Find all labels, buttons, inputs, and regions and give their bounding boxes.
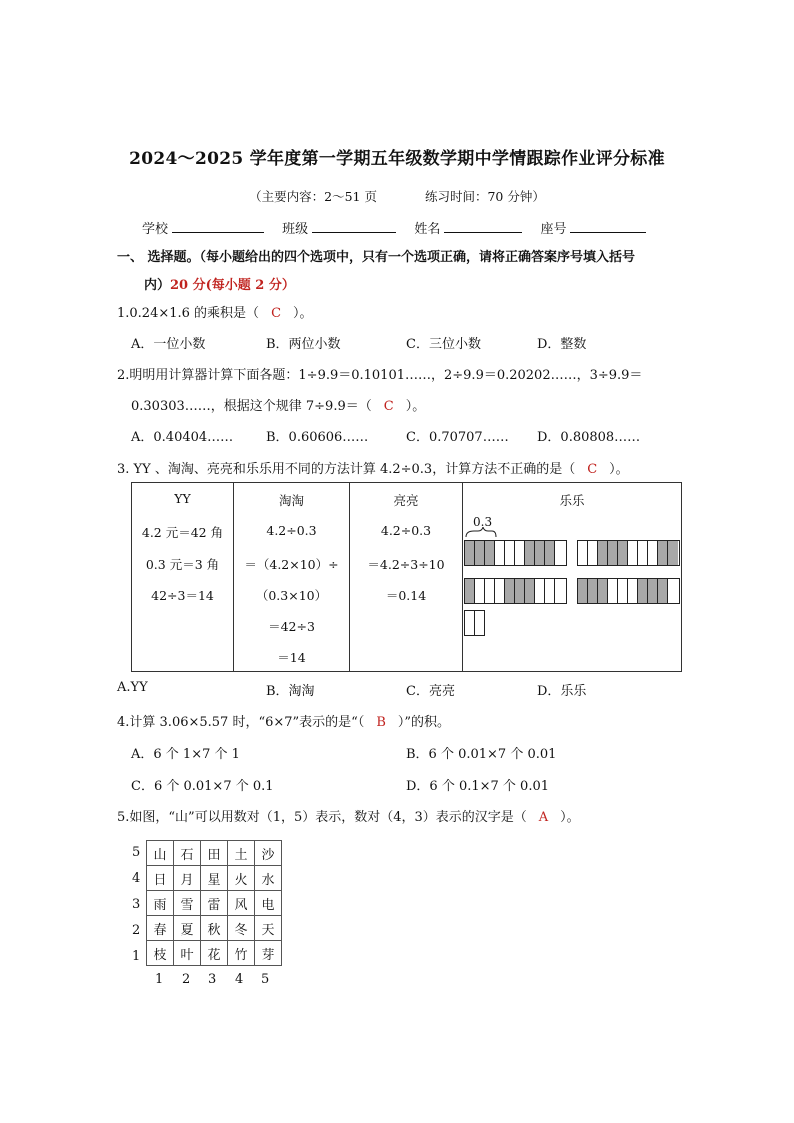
student-info-fields <box>142 218 660 237</box>
answer-4: B <box>376 715 386 730</box>
method-lele: 乐乐 0.3 <box>463 483 681 671</box>
grid-cell: 雨 <box>147 891 174 916</box>
row-label: 4 <box>132 871 141 886</box>
q1-option-c: C．三位小数 <box>406 337 481 352</box>
method-yy: YY 4.2 元＝42 角 0.3 元＝3 角 42÷3＝14 <box>132 483 234 671</box>
col-label: 5 <box>261 972 270 987</box>
q2-option-a: A．0.40404…… <box>131 430 234 445</box>
grid-cell: 电 <box>255 891 282 916</box>
grid-cell: 夏 <box>174 916 201 941</box>
method-taotao: 淘淘 4.2÷0.3 ＝（4.2×10）÷ （0.3×10） ＝42÷3 ＝14 <box>234 483 350 671</box>
grid-cell: 火 <box>228 866 255 891</box>
question-3: 3. YY 、淘淘、亮亮和乐乐用不同的方法计算 4.2÷0.3，计算方法不正确的是（ C ）。 <box>117 462 629 477</box>
grid-cell: 天 <box>255 916 282 941</box>
grid-cell: 竹 <box>228 941 255 966</box>
practice-time: 练习时间：70 分钟） <box>424 189 545 204</box>
q4-option-b: B．6 个 0.01×7 个 0.01 <box>406 747 557 762</box>
page-title: 2024～2025 学年度第一学期五年级数学期中学情跟踪作业评分标准 <box>129 149 665 169</box>
answer-1: C <box>271 306 282 321</box>
subtitle <box>0 187 794 205</box>
grid-cell: 花 <box>201 941 228 966</box>
grid-cell: 雪 <box>174 891 201 916</box>
name-field[interactable]: 姓名 <box>414 218 522 237</box>
q1-option-d: D．整数 <box>537 337 587 352</box>
q3-option-c: C．亮亮 <box>406 684 455 699</box>
question-2-cont: 0.30303……，根据这个规律 7÷9.9＝（ C ）。 <box>131 399 426 414</box>
content-range: （主要内容：2～51 页 <box>249 189 377 204</box>
brace-icon <box>464 527 504 539</box>
answer-3: C <box>587 462 598 477</box>
row-label: 1 <box>132 949 141 964</box>
grid-cell: 叶 <box>174 941 201 966</box>
col-label: 3 <box>208 972 217 987</box>
grid-cell: 日 <box>147 866 174 891</box>
grid-cell: 土 <box>228 841 255 866</box>
q1-option-a: A．一位小数 <box>131 337 206 352</box>
school-field[interactable]: 学校 <box>142 218 264 237</box>
q3-option-d: D．乐乐 <box>537 684 587 699</box>
grid-cell: 冬 <box>228 916 255 941</box>
grid-cell: 水 <box>255 866 282 891</box>
brace-label: 0.3 <box>473 515 493 529</box>
grid-cell: 风 <box>228 891 255 916</box>
decimal-strip <box>464 578 567 604</box>
row-label: 3 <box>132 897 141 912</box>
grid-cell: 月 <box>174 866 201 891</box>
q3-option-a: A.YY <box>117 680 148 695</box>
section-score: 20 分(每小题 2 分） <box>170 278 295 293</box>
q2-option-b: B．0.60606…… <box>266 430 369 445</box>
col-label: 4 <box>235 972 244 987</box>
row-label: 2 <box>132 923 141 938</box>
grid-cell: 芽 <box>255 941 282 966</box>
question-2: 2.明明用计算器计算下面各题：1÷9.9＝0.10101……，2÷9.9＝0.20202……，3÷9.9＝ <box>117 368 643 383</box>
grid-cell: 枝 <box>147 941 174 966</box>
q4-option-d: D．6 个 0.1×7 个 0.01 <box>406 779 550 794</box>
q4-option-c: C．6 个 0.01×7 个 0.1 <box>131 779 274 794</box>
grid-cell: 雷 <box>201 891 228 916</box>
answer-2: C <box>383 399 394 414</box>
q1-option-b: B．两位小数 <box>266 337 341 352</box>
decimal-strip-remainder <box>464 610 485 636</box>
question-5: 5.如图，“山”可以用数对（1，5）表示，数对（4，3）表示的汉字是（ A ）。 <box>117 810 580 825</box>
row-label: 5 <box>132 845 141 860</box>
question-1: 1.0.24×1.6 的乘积是（ C ）。 <box>117 306 313 321</box>
q2-option-d: D．0.80808…… <box>537 430 641 445</box>
answer-5: A <box>538 810 549 825</box>
grid-cell: 山 <box>147 841 174 866</box>
grid-cell: 沙 <box>255 841 282 866</box>
grid-cell: 秋 <box>201 916 228 941</box>
q3-option-b: B．淘淘 <box>266 684 315 699</box>
decimal-strip <box>464 540 567 566</box>
seat-field[interactable]: 座号 <box>540 218 646 237</box>
q4-option-a: A．6 个 1×7 个 1 <box>131 747 240 762</box>
character-grid <box>146 840 282 966</box>
question-4: 4.计算 3.06×5.57 时，“6×7”表示的是“（ B ）”的积。 <box>117 715 451 730</box>
grid-cell: 石 <box>174 841 201 866</box>
grid-cell: 星 <box>201 866 228 891</box>
decimal-strip <box>577 578 680 604</box>
methods-table <box>131 482 682 672</box>
col-label: 1 <box>155 972 164 987</box>
class-field[interactable]: 班级 <box>282 218 396 237</box>
method-liangliang: 亮亮 4.2÷0.3 ＝4.2÷3÷10 ＝0.14 <box>350 483 463 671</box>
decimal-strip <box>577 540 680 566</box>
col-label: 2 <box>182 972 191 987</box>
grid-cell: 田 <box>201 841 228 866</box>
section-heading: 一、 选择题。（每小题给出的四个选项中，只有一个选项正确，请将正确答案序号填入括号 <box>117 250 636 265</box>
q2-option-c: C．0.70707…… <box>406 430 509 445</box>
section-heading-cont: 内）20 分(每小题 2 分） <box>144 278 295 293</box>
grid-cell: 春 <box>147 916 174 941</box>
